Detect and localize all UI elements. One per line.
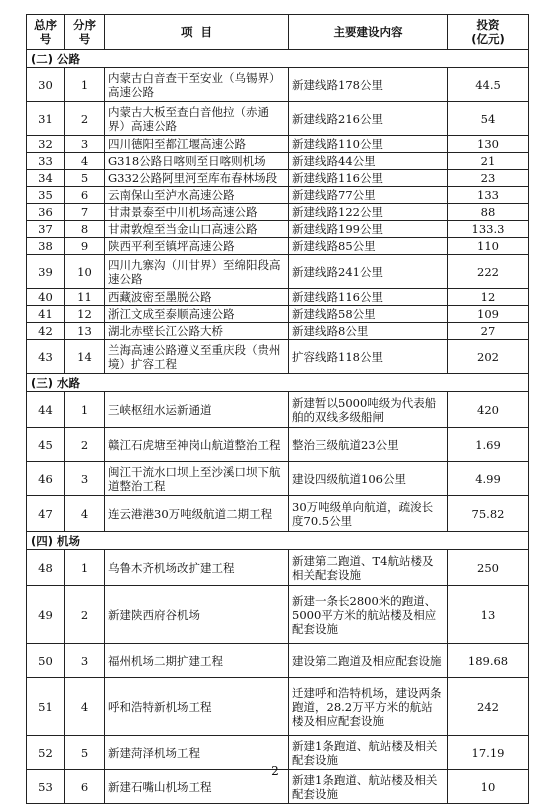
table-row [27,187,529,204]
investment-cell: 54 [448,102,529,136]
sub-number-cell: 4 [65,496,105,532]
total-number-cell: 45 [27,428,65,462]
construction-content-cell: 新建线路241公里 [289,255,448,289]
construction-content-cell: 新建线路110公里 [289,136,448,153]
investment-cell: 21 [448,153,529,170]
sub-number-cell: 12 [65,306,105,323]
table-row [27,221,529,238]
total-number-cell: 51 [27,678,65,736]
project-name-cell: 连云港港30万吨级航道二期工程 [105,496,289,532]
sub-number-cell: 1 [65,392,105,428]
project-name-cell: 乌鲁木齐机场改扩建工程 [105,550,289,586]
project-name-cell: 陕西平利至镇坪高速公路 [105,238,289,255]
investment-cell: 189.68 [448,644,529,678]
total-number-cell: 48 [27,550,65,586]
section-header-row [27,50,529,68]
sub-number-cell: 8 [65,221,105,238]
sub-number-cell: 2 [65,102,105,136]
page-number: 2 [271,764,279,778]
construction-content-cell: 建设第二跑道及相应配套设施 [289,644,448,678]
construction-content-cell: 新建线路77公里 [289,187,448,204]
investment-cell: 109 [448,306,529,323]
construction-content-cell: 新建一条长2800米的跑道、5000平方米的航站楼及相应配套设施 [289,586,448,644]
header-content: 主要建设内容 [289,15,448,50]
sub-number-cell: 3 [65,136,105,153]
project-name-cell: 湖北赤壁长江公路大桥 [105,323,289,340]
construction-content-cell: 新建1条跑道、航站楼及相关配套设施 [289,770,448,804]
project-name-cell: G332公路阿里河至库布春林场段 [105,170,289,187]
investment-cell: 4.99 [448,462,529,496]
total-number-cell: 41 [27,306,65,323]
table-body [27,50,529,804]
total-number-cell: 33 [27,153,65,170]
sub-number-cell: 3 [65,462,105,496]
sub-number-cell: 7 [65,204,105,221]
project-name-cell: 西藏波密至墨脱公路 [105,289,289,306]
table-row [27,102,529,136]
header-total-number: 总序号 [27,15,65,50]
table-row [27,136,529,153]
sub-number-cell: 11 [65,289,105,306]
section-header-row [27,374,529,392]
investment-cell: 250 [448,550,529,586]
project-name-cell: 四川九寨沟（川甘界）至绵阳段高速公路 [105,255,289,289]
table-row [27,170,529,187]
table-row [27,306,529,323]
project-name-cell: 新建石嘴山机场工程 [105,770,289,804]
sub-number-cell: 6 [65,770,105,804]
project-name-cell: 福州机场二期扩建工程 [105,644,289,678]
table-row [27,153,529,170]
project-name-cell: 三峡枢纽水运新通道 [105,392,289,428]
construction-content-cell: 30万吨级单向航道，疏浚长度70.5公里 [289,496,448,532]
document-page [26,14,528,804]
investment-cell: 202 [448,340,529,374]
table-row [27,428,529,462]
construction-content-cell: 新建线路85公里 [289,238,448,255]
investment-cell: 110 [448,238,529,255]
project-name-cell: 新建菏泽机场工程 [105,736,289,770]
investment-cell: 44.5 [448,68,529,102]
project-name-cell: 甘肃敦煌至当金山口高速公路 [105,221,289,238]
table-row [27,496,529,532]
table-row [27,586,529,644]
table-row [27,462,529,496]
project-name-cell: G318公路日喀则至日喀则机场 [105,153,289,170]
project-name-cell: 云南保山至泸水高速公路 [105,187,289,204]
sub-number-cell: 1 [65,68,105,102]
total-number-cell: 52 [27,736,65,770]
total-number-cell: 38 [27,238,65,255]
sub-number-cell: 1 [65,550,105,586]
table-row [27,255,529,289]
total-number-cell: 30 [27,68,65,102]
section-title: (四) 机场 [27,532,529,550]
header-item: 项 目 [105,15,289,50]
sub-number-cell: 4 [65,678,105,736]
total-number-cell: 35 [27,187,65,204]
project-name-cell: 四川德阳至都江堰高速公路 [105,136,289,153]
sub-number-cell: 2 [65,586,105,644]
project-name-cell: 新建陕西府谷机场 [105,586,289,644]
section-header-row [27,532,529,550]
construction-content-cell: 新建第二跑道、T4航站楼及相关配套设施 [289,550,448,586]
construction-content-cell: 新建线路178公里 [289,68,448,102]
table-row [27,238,529,255]
total-number-cell: 42 [27,323,65,340]
total-number-cell: 44 [27,392,65,428]
investment-cell: 10 [448,770,529,804]
project-name-cell: 甘肃景泰至中川机场高速公路 [105,204,289,221]
construction-content-cell: 新建1条跑道、航站楼及相关配套设施 [289,736,448,770]
table-row [27,678,529,736]
investment-cell: 27 [448,323,529,340]
project-name-cell: 赣江石虎塘至神岗山航道整治工程 [105,428,289,462]
header-sub-number: 分序号 [65,15,105,50]
total-number-cell: 34 [27,170,65,187]
investment-cell: 1.69 [448,428,529,462]
total-number-cell: 36 [27,204,65,221]
construction-content-cell: 新建线路58公里 [289,306,448,323]
project-name-cell: 内蒙古白音查干至安业（乌锡界）高速公路 [105,68,289,102]
header-investment: 投资 (亿元) [448,15,529,50]
project-name-cell: 呼和浩特新机场工程 [105,678,289,736]
table-row [27,340,529,374]
investment-cell: 13 [448,586,529,644]
sub-number-cell: 13 [65,323,105,340]
construction-content-cell: 新建线路199公里 [289,221,448,238]
construction-content-cell: 建设四级航道106公里 [289,462,448,496]
sub-number-cell: 6 [65,187,105,204]
table-row [27,644,529,678]
total-number-cell: 46 [27,462,65,496]
table-row [27,289,529,306]
investment-cell: 133 [448,187,529,204]
table-row [27,204,529,221]
sub-number-cell: 3 [65,644,105,678]
total-number-cell: 49 [27,586,65,644]
total-number-cell: 53 [27,770,65,804]
investment-cell: 133.3 [448,221,529,238]
construction-content-cell: 扩容线路118公里 [289,340,448,374]
sub-number-cell: 14 [65,340,105,374]
total-number-cell: 47 [27,496,65,532]
table-header-row [27,15,529,50]
project-name-cell: 闽江干流水口坝上至沙溪口坝下航道整治工程 [105,462,289,496]
section-title: (二) 公路 [27,50,529,68]
investment-cell: 88 [448,204,529,221]
construction-content-cell: 新建线路116公里 [289,289,448,306]
sub-number-cell: 5 [65,170,105,187]
construction-content-cell: 新建线路8公里 [289,323,448,340]
table-row [27,323,529,340]
sub-number-cell: 10 [65,255,105,289]
total-number-cell: 31 [27,102,65,136]
investment-cell: 23 [448,170,529,187]
investment-cell: 17.19 [448,736,529,770]
investment-cell: 222 [448,255,529,289]
total-number-cell: 50 [27,644,65,678]
construction-content-cell: 新建线路116公里 [289,170,448,187]
sub-number-cell: 2 [65,428,105,462]
project-table [26,14,529,804]
total-number-cell: 32 [27,136,65,153]
construction-content-cell: 整治三级航道23公里 [289,428,448,462]
table-row [27,392,529,428]
construction-content-cell: 新建暂以5000吨级为代表船舶的双线多级船闸 [289,392,448,428]
construction-content-cell: 新建线路216公里 [289,102,448,136]
total-number-cell: 37 [27,221,65,238]
table-row [27,550,529,586]
construction-content-cell: 新建线路44公里 [289,153,448,170]
total-number-cell: 43 [27,340,65,374]
section-title: (三) 水路 [27,374,529,392]
project-name-cell: 浙江文成至泰顺高速公路 [105,306,289,323]
project-name-cell: 内蒙古大板至查白音他拉（赤通界）高速公路 [105,102,289,136]
sub-number-cell: 9 [65,238,105,255]
investment-cell: 420 [448,392,529,428]
construction-content-cell: 新建线路122公里 [289,204,448,221]
table-row [27,68,529,102]
sub-number-cell: 5 [65,736,105,770]
investment-cell: 12 [448,289,529,306]
construction-content-cell: 迁建呼和浩特机场，建设两条跑道，28.2万平方米的航站楼及相应配套设施 [289,678,448,736]
investment-cell: 242 [448,678,529,736]
project-name-cell: 兰海高速公路遵义至重庆段（贵州境）扩容工程 [105,340,289,374]
sub-number-cell: 4 [65,153,105,170]
investment-cell: 75.82 [448,496,529,532]
total-number-cell: 40 [27,289,65,306]
investment-cell: 130 [448,136,529,153]
total-number-cell: 39 [27,255,65,289]
